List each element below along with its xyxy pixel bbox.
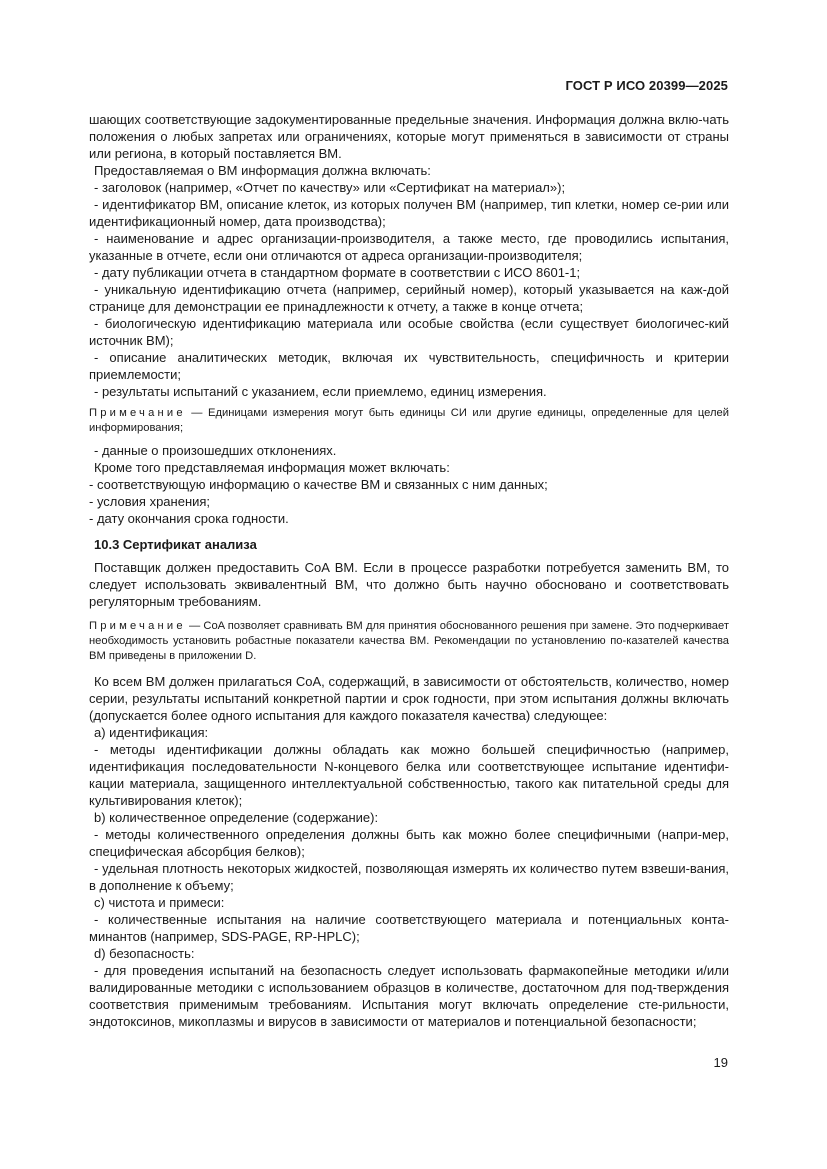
note-paragraph (89, 406, 729, 436)
note-paragraph (89, 619, 729, 664)
body-paragraph: - заголовок (например, «Отчет по качеству» или «Сертификат на материал»); (94, 180, 566, 195)
body-paragraph: - условия хранения; (89, 494, 211, 509)
body-paragraph: Поставщик должен предоставить CoA ВМ. Если в процессе разработки потребуется заменить ВМ, то следует использовать эквивалентный ВМ, что должно быть научно обосновано и соответствовать регуляторным требованиям. (89, 560, 729, 609)
page-number: 19 (713, 1055, 728, 1070)
body-paragraph: Предоставляемая о ВМ информация должна включать: (94, 163, 431, 178)
body-paragraph: - биологическую идентификацию материала или особые свойства (если существует биологичес-кий источник ВМ); (89, 316, 729, 348)
body-paragraph: - результаты испытаний с указанием, если приемлемо, единиц измерения. (94, 384, 547, 399)
section-heading: 10.3 Сертификат анализа (94, 537, 257, 552)
spacer (89, 527, 729, 536)
body-paragraph: - количественные испытания на наличие соответствующего материала и потенциальных конта-минантов (например, SDS-PAGE, RP-HPLC); (89, 912, 729, 944)
body-paragraph: b) количественное определение (содержание): (94, 810, 379, 825)
spacer (89, 664, 729, 673)
body-paragraph: d) безопасность: (94, 946, 195, 961)
body-paragraph: - идентификатор ВМ, описание клеток, из которых получен ВМ (например, тип клетки, номер се-рии или идентификационный номер, дата производства); (89, 197, 729, 229)
document-body (89, 111, 729, 1030)
body-paragraph: - дату окончания срока годности. (89, 511, 289, 526)
body-paragraph: а) идентификация: (94, 725, 209, 740)
note-label: Примечание (89, 407, 186, 419)
body-paragraph: - описание аналитических методик, включая их чувствительность, специфичность и критерии приемлемости; (89, 350, 729, 382)
body-paragraph: - удельная плотность некоторых жидкостей, позволяющая измерять их количество путем взвеши-вания, в дополнение к объему; (89, 861, 729, 893)
note-text: — Единицами измерения могут быть единицы СИ или другие единицы, определенные для целей информирования; (89, 407, 729, 434)
body-paragraph: - методы идентификации должны обладать как можно большей специфичностью (например, идентификация последовательности N-концевого белка или соответствующее испытание идентифи-кации материала, защищенного интеллектуальной собственностью, такого как питательной среды для культивирования клеток); (89, 742, 729, 808)
body-paragraph: - дату публикации отчета в стандартном формате в соответствии с ИСО 8601-1; (94, 265, 581, 280)
body-paragraph: Ко всем ВМ должен прилагаться CoA, содержащий, в зависимости от обстоятельств, количество, номер серии, результаты испытаний конкретной партии и срок годности, при этом испытания должны включать (допускается более одного испытания для каждого показателя качества) следующее: (89, 674, 729, 723)
body-paragraph: Кроме того представляемая информация может включать: (94, 460, 450, 475)
spacer (89, 610, 729, 619)
body-paragraph: - методы количественного определения должны быть как можно более специфичными (напри-мер, специфическая абсорбция белков); (89, 827, 729, 859)
body-paragraph: шающих соответствующие задокументированные предельные значения. Информация должна вклю-чать положения о любых запретах или ограничениях, которые могут применяться в зависимости от страны или региона, в который поставляется ВМ. (89, 112, 729, 161)
body-paragraph: - уникальную идентификацию отчета (например, серийный номер), который указывается на каж-дой странице для демонстрации ее принадлежности к отчету, а также в конце отчета; (89, 282, 729, 314)
body-paragraph: - данные о произошедших отклонениях. (94, 443, 337, 458)
body-paragraph: - соответствующую информацию о качестве ВМ и связанных с ним данных; (89, 477, 548, 492)
note-label: Примечание (89, 620, 186, 632)
body-paragraph: c) чистота и примеси: (94, 895, 225, 910)
document-code-header: ГОСТ Р ИСО 20399—2025 (565, 78, 728, 93)
note-text: — CoA позволяет сравнивать ВМ для принятия обоснованного решения при замене. Это подчеркивает необходимость установить робастные показатели качества ВМ. Рекомендации по установлению по-казателей качества ВМ приведены в приложении D. (89, 620, 729, 662)
body-paragraph: - наименование и адрес организации-производителя, а также место, где проводились испытания, указанные в отчете, если они отличаются от адреса организации-производителя; (89, 231, 729, 263)
body-paragraph: - для проведения испытаний на безопасность следует использовать фармакопейные методики и/или валидированные методики с использованием образцов в количестве, достаточном для под-тверждения соответствия применимым требованиям. Испытания могут включать определение сте-рильности, эндотоксинов, микоплазмы и вирусов в зависимости от материалов и потенциальной безопасности; (89, 963, 729, 1029)
